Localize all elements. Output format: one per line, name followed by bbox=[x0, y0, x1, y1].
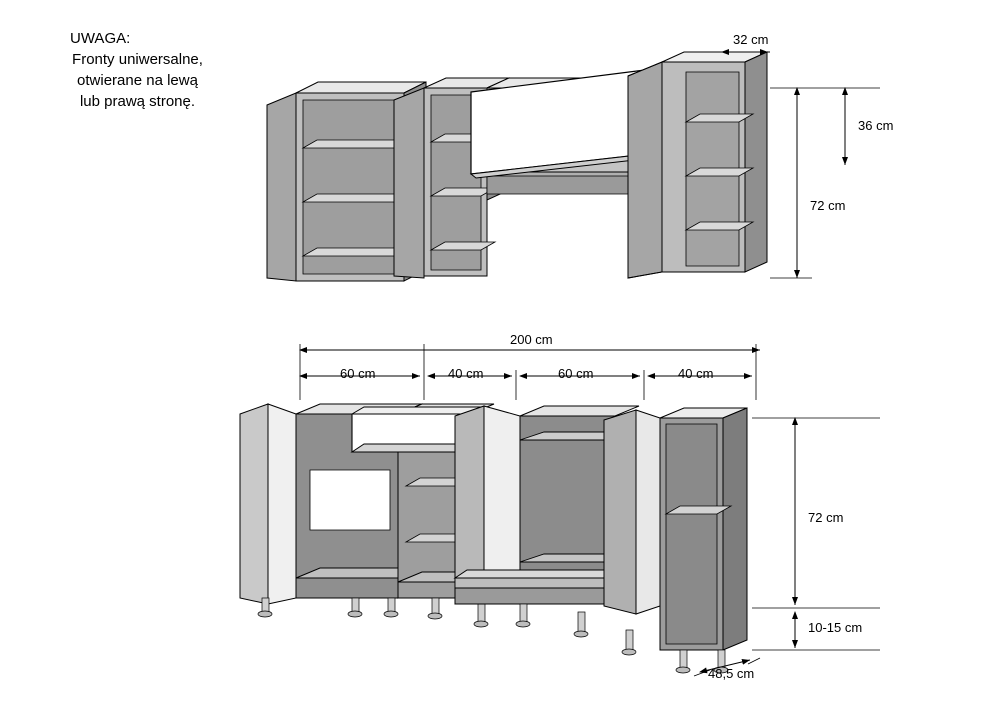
note-line-1: Fronty uniwersalne, bbox=[72, 51, 203, 68]
upper-left-door-panel bbox=[267, 93, 296, 281]
liftup-under-shadow bbox=[487, 176, 640, 194]
lower-left-back-opening bbox=[310, 470, 390, 530]
lower-left-leg-3 bbox=[388, 598, 395, 612]
upper-right-side-panel bbox=[745, 52, 767, 272]
center-leg-1 bbox=[520, 604, 527, 622]
label-lower-body-height: 72 cm bbox=[808, 510, 844, 525]
label-leg-height: 10-15 cm bbox=[808, 620, 863, 635]
lower-depth-ext-2 bbox=[748, 658, 760, 664]
upper-cabinet-assembly bbox=[267, 52, 880, 281]
lower-left-door-panel bbox=[240, 404, 268, 604]
upper-right-door-panel bbox=[628, 62, 662, 278]
lower-left-foot-2 bbox=[348, 611, 362, 617]
label-seg4-width: 40 cm bbox=[678, 366, 714, 381]
upper-cabinet-right bbox=[628, 52, 767, 278]
center-foot-2 bbox=[574, 631, 588, 637]
label-upper-depth: 32 cm bbox=[733, 32, 769, 47]
center-foot-3 bbox=[622, 649, 636, 655]
center-pullout-face bbox=[455, 578, 615, 588]
drawer-cabinet-foot-1 bbox=[428, 613, 442, 619]
note-line-3: lub prawą stronę. bbox=[79, 93, 196, 110]
label-seg1-width: 60 cm bbox=[340, 366, 376, 381]
label-upper-door-height: 36 cm bbox=[858, 118, 894, 133]
right-door-inner bbox=[636, 410, 660, 614]
center-interior bbox=[520, 416, 615, 590]
right-leg-1 bbox=[680, 650, 687, 668]
lower-left-leg-1 bbox=[262, 598, 269, 612]
note-line-2: otwierane na lewą bbox=[77, 72, 198, 89]
label-seg2-width: 40 cm bbox=[448, 366, 484, 381]
center-pullout-tray bbox=[455, 586, 615, 604]
right-door-panel bbox=[604, 410, 636, 614]
drawer-cabinet-leg-1 bbox=[432, 598, 439, 614]
label-lower-depth: 48,5 cm bbox=[708, 666, 755, 681]
right-foot-1 bbox=[676, 667, 690, 673]
right-side-panel bbox=[723, 408, 747, 650]
center-door-inner bbox=[484, 406, 520, 596]
center-leg-2 bbox=[578, 612, 585, 632]
label-upper-total-height: 72 cm bbox=[810, 198, 846, 213]
center-foot-1 bbox=[516, 621, 530, 627]
lower-left-door-inner bbox=[268, 404, 296, 604]
center-pullout-top-edge bbox=[455, 570, 627, 578]
lower-left-foot-3 bbox=[384, 611, 398, 617]
drawer-cabinet-foot-2 bbox=[474, 621, 488, 627]
lower-cabinet-assembly bbox=[240, 404, 880, 676]
dimension-upper-total-height bbox=[770, 88, 880, 278]
lower-left-leg-2 bbox=[352, 598, 359, 612]
drawer-cabinet-leg-2 bbox=[478, 604, 485, 622]
lower-cabinet-right bbox=[604, 408, 747, 673]
label-seg3-width: 60 cm bbox=[558, 366, 594, 381]
upper-middle-door-panel bbox=[394, 88, 424, 278]
right-interior-back bbox=[666, 424, 717, 644]
dimension-lower-heights bbox=[752, 418, 880, 650]
note-title: UWAGA: bbox=[70, 30, 131, 47]
center-leg-3 bbox=[626, 630, 633, 650]
lower-left-foot-1 bbox=[258, 611, 272, 617]
label-total-width: 200 cm bbox=[510, 332, 553, 347]
